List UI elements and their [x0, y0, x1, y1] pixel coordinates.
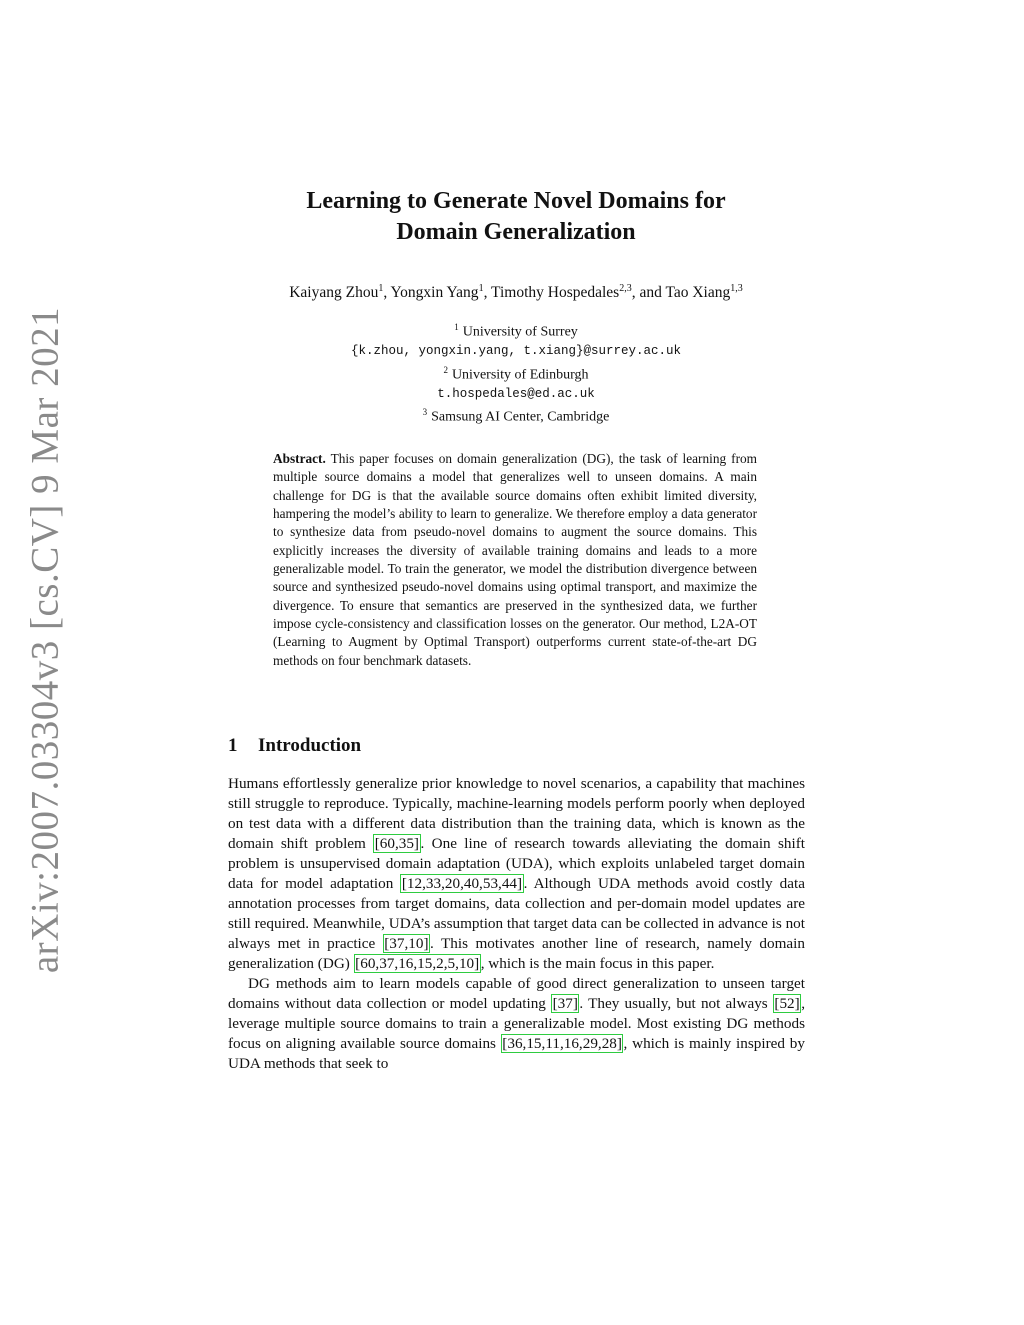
affiliation-1: $^1$ University of Surrey [454, 322, 578, 340]
citation-link[interactable]: [12,33,20,40,53,44] [401, 875, 523, 892]
author-affil-marker: 1 [478, 283, 484, 294]
email-surrey[interactable]: {k.zhou, yongxin.yang, t.xiang}@surrey.ac.uk [350, 344, 682, 359]
affiliation-2: $^2$ University of Edinburgh [443, 364, 589, 383]
affiliation-3: $^3$ Samsung AI Center, Cambridge [422, 407, 610, 425]
email-edinburgh[interactable]: t.hospedales@ed.ac.uk [437, 386, 595, 401]
arxiv-identifier: arXiv:2007.03304v3 [cs.CV] 9 Mar 2021 [23, 306, 67, 974]
author-affil-marker: 2,3 [619, 283, 632, 294]
author-affil-marker: 1 [378, 283, 384, 294]
author-name: Tao Xiang [665, 284, 731, 302]
citation-link[interactable]: [60,37,16,15,2,5,10] [355, 955, 480, 972]
author-name: Kaiyang Zhou [289, 284, 379, 302]
author-name: Timothy Hospedales [491, 284, 620, 302]
citation-link[interactable]: [36,15,11,16,29,28] [502, 1035, 622, 1052]
author-list: Kaiyang Zhou$^1$, Yongxin Yang$^1$, Timothy Hospedales$^{2,3}$, and Tao Xiang$^{1,3}$ [289, 283, 743, 302]
author-conjunction: and [639, 284, 662, 302]
paragraph: DG methods aim to learn models capable of good direct generalization to unseen target domains without data collection or model updating [37]. They usually, but not always [52], leverage multiple source domains to train a generalizable model. Most existing DG methods focus on aligning available source domains [36,15,11,16,29,28], which is mainly inspired by UDA methods that seek to [228, 975, 806, 1072]
abstract-text: This paper focuses on domain generalization (DG), the task of learning from multiple source domains a model that generalizes well to unseen domains. A main challenge for DG is that the available source domains often exhibit limited diversity, hampering the model’s ability to learn to generalize. We therefore employ a data generator to synthesize data from pseudo-novel domains to augment the source domains. This explicitly increases the diversity of available training domains and leads to a more generalizable model. To train the generator, we model the distribution divergence between source and synthesized pseudo-novel domains using optimal transport, and maximize the divergence. To ensure that semantics are preserved in the synthesized data, we further impose cycle-consistency and classification losses on the generator. Our method, L2A-OT (Learning to Augment by Optimal Transport) outperforms current state-of-the-art DG methods on four benchmark datasets. [273, 451, 757, 668]
section-title: Introduction [258, 735, 362, 756]
section-number: 1 [228, 735, 238, 756]
abstract-label: Abstract. [273, 451, 326, 466]
citation-link[interactable]: [37,10] [384, 935, 429, 952]
title-line-1: Learning to Generate Novel Domains for [306, 188, 726, 214]
citation-link[interactable]: [37] [552, 995, 578, 1012]
citation-link[interactable]: [60,35] [374, 835, 419, 852]
abstract [273, 450, 757, 670]
introduction-body [228, 774, 805, 1074]
author-affil-marker: 1,3 [730, 283, 743, 294]
section-heading [228, 735, 361, 757]
author-name: Yongxin Yang [390, 284, 479, 302]
title-line-2: Domain Generalization [396, 219, 636, 245]
paper-title [228, 186, 804, 248]
paragraph: Humans effortlessly generalize prior knowledge to novel scenarios, a capability that machines still struggle to reproduce. Typically, machine-learning models perform poorly when deployed on test data with a different data distribution than the training data, which is known as the domain shift problem [60,35]. One line of research towards alleviating the domain shift problem is unsupervised domain adaptation (UDA), which exploits unlabeled target domain data for model adaptation [12,33,20,40,53,44]. Although UDA methods avoid costly data annotation processes from target domains, data collection and per-domain model updates are still required. Meanwhile, UDA’s assumption that target data can be collected in advance is not always met in practice [37,10]. This motivates another line of research, namely domain generalization (DG) [60,37,16,15,2,5,10], which is the main focus in this paper. [228, 775, 805, 972]
affiliations [228, 318, 804, 427]
citation-link[interactable]: [52] [774, 995, 800, 1012]
